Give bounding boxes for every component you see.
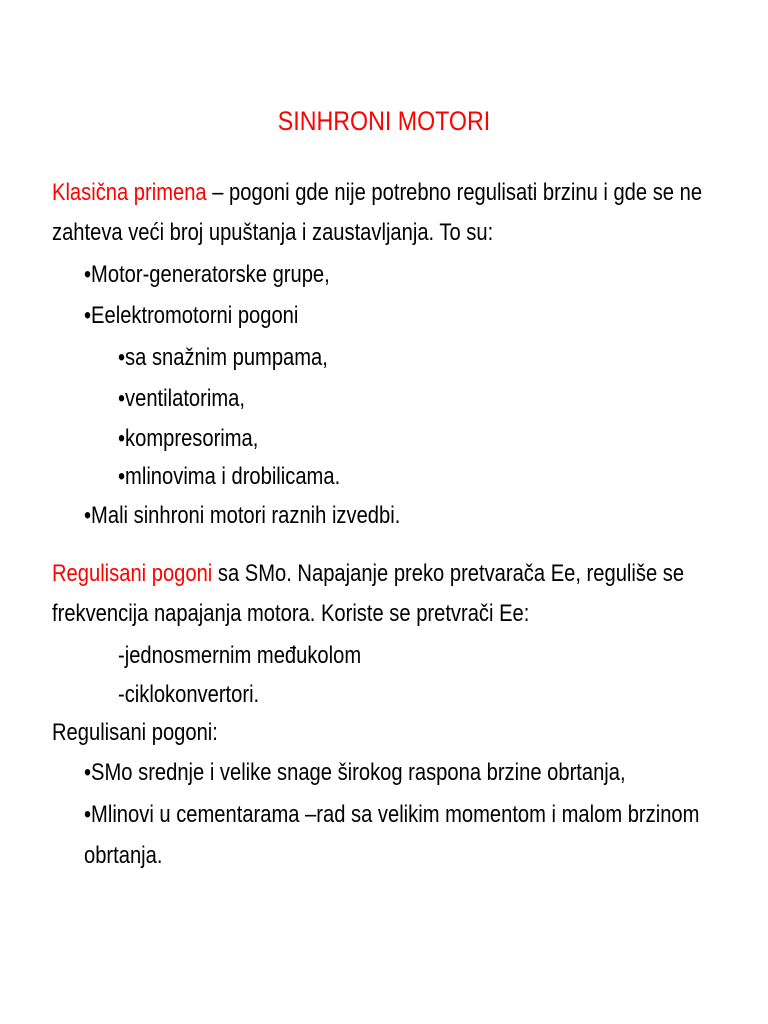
list-item: •SMo srednje i velike snage širokog raspona brzine obrtanja, [84, 759, 626, 786]
section1-text1: – pogoni gde nije potrebno regulisati brzinu i gde se ne [206, 179, 703, 206]
slide-title: SINHRONI MOTORI [277, 106, 491, 136]
section2-text1: sa SMo. Napajanje preko pretvarača Ee, reguliše se [212, 560, 685, 587]
section2-text2: frekvencija napajanja motora. Koriste se pretvrači Ee: [52, 600, 530, 627]
list-item: •Mlinovi u cementarama –rad sa velikim momentom i malom brzinom [84, 801, 700, 828]
list-item: •mlinovima i drobilicama. [118, 463, 341, 490]
section2-intro-line1 [52, 559, 684, 589]
section1-text2: zahteva veći broj upuštanja i zaustavljanja. To su: [52, 219, 494, 246]
section1-intro-line1 [52, 178, 702, 208]
list-item: •Motor-generatorske grupe, [84, 261, 330, 288]
list-item: obrtanja. [84, 842, 163, 869]
section1-highlight: Klasična primena [52, 179, 207, 206]
list-item: -jednosmernim međukolom [118, 642, 362, 669]
section2-subheading: Regulisani pogoni: [52, 719, 218, 746]
section2-highlight: Regulisani pogoni [52, 560, 213, 587]
list-item: -ciklokonvertori. [118, 681, 260, 708]
list-item: •Mali sinhroni motori raznih izvedbi. [84, 502, 401, 529]
list-item: •kompresorima, [118, 425, 259, 452]
list-item: •sa snažnim pumpama, [118, 344, 328, 371]
list-item: •Eelektromotorni pogoni [84, 302, 299, 329]
list-item: •ventilatorima, [118, 385, 245, 412]
